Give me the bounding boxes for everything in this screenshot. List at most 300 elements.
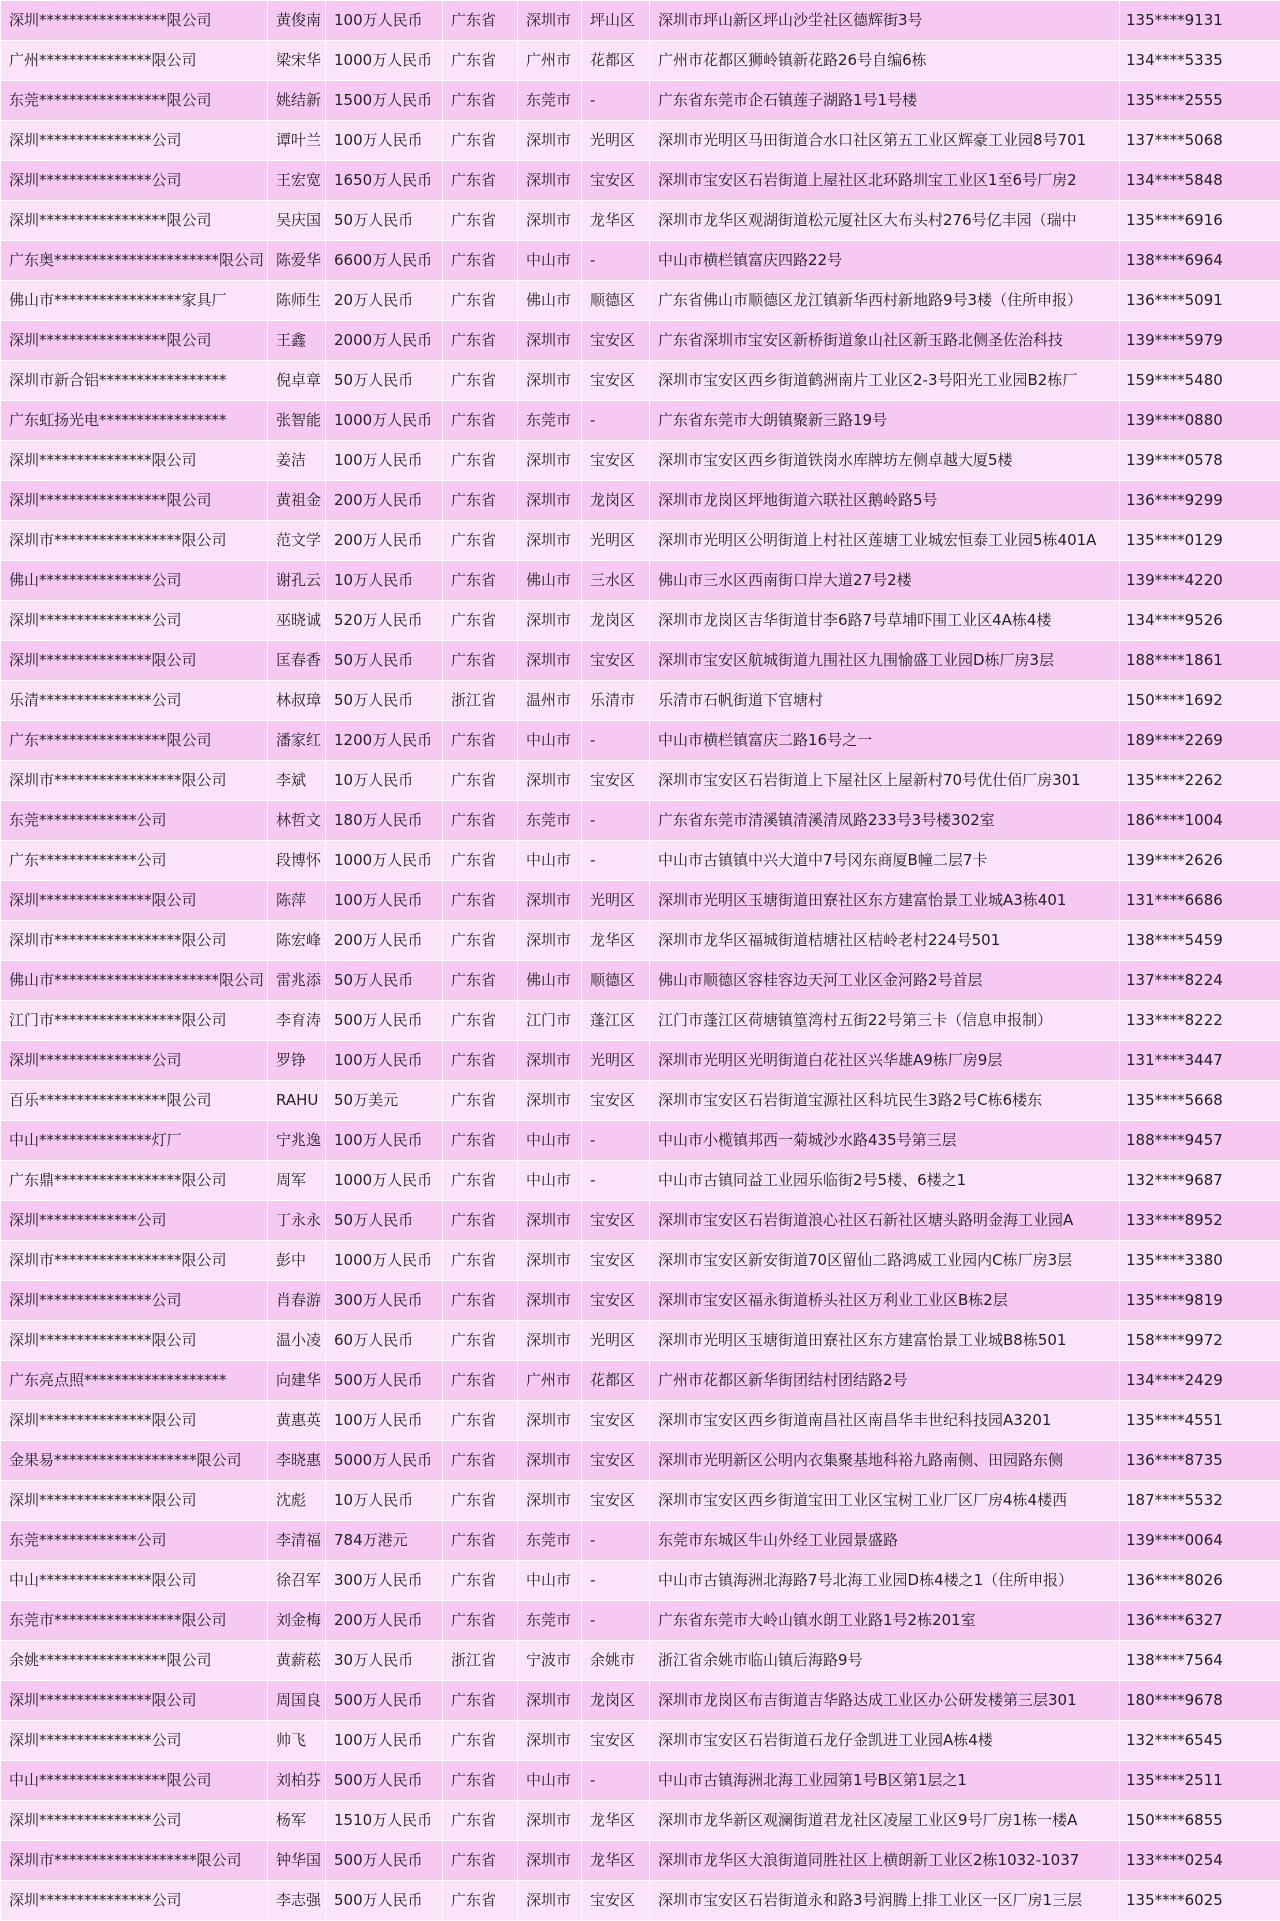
district-cell: 宝安区 xyxy=(582,321,650,361)
capital-cell: 100万人民币 xyxy=(326,1121,443,1161)
address-cell: 中山市古镇镇中兴大道中7号冈东商厦B幢二层7卡 xyxy=(650,841,1120,881)
province-cell: 广东省 xyxy=(443,1,518,41)
district-cell: - xyxy=(582,801,650,841)
phone-cell: 139****0578 xyxy=(1120,441,1280,481)
address-cell: 深圳市宝安区石岩街道上下屋社区上屋新村70号优仕佰厂房301 xyxy=(650,761,1120,801)
table-row xyxy=(1,401,1280,441)
province-cell: 广东省 xyxy=(443,1241,518,1281)
city-cell: 深圳市 xyxy=(518,1041,582,1081)
table-row xyxy=(1,681,1280,721)
province-cell: 广东省 xyxy=(443,201,518,241)
capital-cell: 300万人民币 xyxy=(326,1561,443,1601)
city-cell: 深圳市 xyxy=(518,1201,582,1241)
company-name-cell: 深圳*************公司 xyxy=(1,1201,268,1241)
legal-rep-cell: 梁宋华 xyxy=(268,41,326,81)
company-name-cell: 江门市*****************限公司 xyxy=(1,1001,268,1041)
address-cell: 深圳市龙华区观湖街道松元厦社区大布头村276号亿丰园（瑞中 xyxy=(650,201,1120,241)
city-cell: 深圳市 xyxy=(518,1241,582,1281)
capital-cell: 50万美元 xyxy=(326,1081,443,1121)
city-cell: 东莞市 xyxy=(518,81,582,121)
phone-cell: 150****1692 xyxy=(1120,681,1280,721)
district-cell: 光明区 xyxy=(582,1321,650,1361)
legal-rep-cell: 宁兆逸 xyxy=(268,1121,326,1161)
capital-cell: 520万人民币 xyxy=(326,601,443,641)
address-cell: 深圳市龙华新区观澜街道君龙社区凌屋工业区9号厂房1栋一楼A xyxy=(650,1801,1120,1841)
company-name-cell: 深圳***************公司 xyxy=(1,1721,268,1761)
address-cell: 深圳市光明新区公明内衣集聚基地科裕九路南侧、田园路东侧 xyxy=(650,1441,1120,1481)
province-cell: 广东省 xyxy=(443,1521,518,1561)
capital-cell: 50万人民币 xyxy=(326,201,443,241)
company-name-cell: 深圳*****************限公司 xyxy=(1,481,268,521)
province-cell: 广东省 xyxy=(443,1081,518,1121)
legal-rep-cell: 帅飞 xyxy=(268,1721,326,1761)
district-cell: 宝安区 xyxy=(582,1481,650,1521)
district-cell: 宝安区 xyxy=(582,1441,650,1481)
city-cell: 东莞市 xyxy=(518,801,582,841)
province-cell: 广东省 xyxy=(443,281,518,321)
capital-cell: 100万人民币 xyxy=(326,1,443,41)
table-row xyxy=(1,721,1280,761)
address-cell: 广州市花都区新华街团结村团结路2号 xyxy=(650,1361,1120,1401)
table-row xyxy=(1,841,1280,881)
capital-cell: 500万人民币 xyxy=(326,1881,443,1921)
province-cell: 广东省 xyxy=(443,1681,518,1721)
district-cell: 三水区 xyxy=(582,561,650,601)
company-name-cell: 广州***************限公司 xyxy=(1,41,268,81)
capital-cell: 300万人民币 xyxy=(326,1281,443,1321)
province-cell: 广东省 xyxy=(443,481,518,521)
city-cell: 深圳市 xyxy=(518,881,582,921)
district-cell: 宝安区 xyxy=(582,1401,650,1441)
phone-cell: 180****9678 xyxy=(1120,1681,1280,1721)
table-row xyxy=(1,1121,1280,1161)
table-row xyxy=(1,601,1280,641)
legal-rep-cell: 谢孔云 xyxy=(268,561,326,601)
legal-rep-cell: 肖春游 xyxy=(268,1281,326,1321)
district-cell: 龙华区 xyxy=(582,1801,650,1841)
city-cell: 中山市 xyxy=(518,1121,582,1161)
district-cell: 宝安区 xyxy=(582,641,650,681)
district-cell: 宝安区 xyxy=(582,441,650,481)
legal-rep-cell: RAHU xyxy=(268,1081,326,1121)
table-row xyxy=(1,1041,1280,1081)
legal-rep-cell: 王鑫 xyxy=(268,321,326,361)
phone-cell: 135****3380 xyxy=(1120,1241,1280,1281)
address-cell: 深圳市龙岗区坪地街道六联社区鹅岭路5号 xyxy=(650,481,1120,521)
table-row xyxy=(1,641,1280,681)
phone-cell: 135****2262 xyxy=(1120,761,1280,801)
address-cell: 广州市花都区狮岭镇新花路26号自编6栋 xyxy=(650,41,1120,81)
legal-rep-cell: 李斌 xyxy=(268,761,326,801)
table-row xyxy=(1,321,1280,361)
address-cell: 深圳市光明区玉塘街道田寮社区东方建富怡景工业城A3栋401 xyxy=(650,881,1120,921)
table-row xyxy=(1,921,1280,961)
phone-cell: 137****5068 xyxy=(1120,121,1280,161)
table-row xyxy=(1,1601,1280,1641)
address-cell: 深圳市光明区公明街道上村社区莲塘工业城宏恒泰工业园5栋401A xyxy=(650,521,1120,561)
city-cell: 深圳市 xyxy=(518,441,582,481)
table-row xyxy=(1,1841,1280,1881)
address-cell: 深圳市龙华区福城街道桔塘社区桔岭老村224号501 xyxy=(650,921,1120,961)
company-name-cell: 东莞*************公司 xyxy=(1,801,268,841)
legal-rep-cell: 姚结新 xyxy=(268,81,326,121)
province-cell: 广东省 xyxy=(443,1801,518,1841)
district-cell: 光明区 xyxy=(582,1041,650,1081)
city-cell: 深圳市 xyxy=(518,1441,582,1481)
district-cell: - xyxy=(582,1521,650,1561)
city-cell: 东莞市 xyxy=(518,1601,582,1641)
district-cell: 龙华区 xyxy=(582,1841,650,1881)
table-row xyxy=(1,561,1280,601)
company-name-cell: 深圳市*****************限公司 xyxy=(1,921,268,961)
city-cell: 深圳市 xyxy=(518,1081,582,1121)
phone-cell: 187****5532 xyxy=(1120,1481,1280,1521)
capital-cell: 500万人民币 xyxy=(326,1841,443,1881)
city-cell: 中山市 xyxy=(518,241,582,281)
table-row xyxy=(1,121,1280,161)
company-name-cell: 深圳***************公司 xyxy=(1,161,268,201)
district-cell: - xyxy=(582,1121,650,1161)
legal-rep-cell: 刘柏芬 xyxy=(268,1761,326,1801)
province-cell: 广东省 xyxy=(443,1561,518,1601)
city-cell: 深圳市 xyxy=(518,321,582,361)
company-name-cell: 深圳***************公司 xyxy=(1,1881,268,1921)
capital-cell: 100万人民币 xyxy=(326,121,443,161)
city-cell: 深圳市 xyxy=(518,1481,582,1521)
company-name-cell: 深圳***************限公司 xyxy=(1,1681,268,1721)
city-cell: 深圳市 xyxy=(518,521,582,561)
address-cell: 深圳市宝安区石岩街道石龙仔金凯进工业园A栋4楼 xyxy=(650,1721,1120,1761)
province-cell: 浙江省 xyxy=(443,681,518,721)
capital-cell: 30万人民币 xyxy=(326,1641,443,1681)
district-cell: 龙华区 xyxy=(582,921,650,961)
city-cell: 佛山市 xyxy=(518,281,582,321)
phone-cell: 135****9819 xyxy=(1120,1281,1280,1321)
company-name-cell: 深圳***************公司 xyxy=(1,1281,268,1321)
capital-cell: 1500万人民币 xyxy=(326,81,443,121)
address-cell: 深圳市光明区玉塘街道田寮社区东方建富怡景工业城B8栋501 xyxy=(650,1321,1120,1361)
city-cell: 深圳市 xyxy=(518,1681,582,1721)
company-name-cell: 中山***************限公司 xyxy=(1,1561,268,1601)
address-cell: 佛山市三水区西南街口岸大道27号2楼 xyxy=(650,561,1120,601)
phone-cell: 189****2269 xyxy=(1120,721,1280,761)
legal-rep-cell: 刘金梅 xyxy=(268,1601,326,1641)
table-row xyxy=(1,761,1280,801)
district-cell: 宝安区 xyxy=(582,761,650,801)
company-name-cell: 东莞*************公司 xyxy=(1,1521,268,1561)
legal-rep-cell: 雷兆添 xyxy=(268,961,326,1001)
capital-cell: 500万人民币 xyxy=(326,1361,443,1401)
district-cell: 乐清市 xyxy=(582,681,650,721)
table-row xyxy=(1,161,1280,201)
address-cell: 中山市古镇海洲北海工业园第1号B区第1层之1 xyxy=(650,1761,1120,1801)
legal-rep-cell: 张智能 xyxy=(268,401,326,441)
table-row xyxy=(1,481,1280,521)
phone-cell: 150****6855 xyxy=(1120,1801,1280,1841)
address-cell: 深圳市宝安区西乡街道鹤洲南片工业区2-3号阳光工业园B2栋厂 xyxy=(650,361,1120,401)
district-cell: 宝安区 xyxy=(582,1081,650,1121)
capital-cell: 200万人民币 xyxy=(326,481,443,521)
phone-cell: 135****6916 xyxy=(1120,201,1280,241)
address-cell: 深圳市宝安区新安街道70区留仙二路鸿威工业园内C栋厂房3层 xyxy=(650,1241,1120,1281)
city-cell: 中山市 xyxy=(518,1161,582,1201)
phone-cell: 134****2429 xyxy=(1120,1361,1280,1401)
company-name-cell: 深圳***************限公司 xyxy=(1,641,268,681)
address-cell: 深圳市宝安区航城街道九围社区九围愉盛工业园D栋厂房3层 xyxy=(650,641,1120,681)
province-cell: 广东省 xyxy=(443,1721,518,1761)
city-cell: 深圳市 xyxy=(518,161,582,201)
table-body xyxy=(1,1,1280,1921)
province-cell: 广东省 xyxy=(443,921,518,961)
province-cell: 广东省 xyxy=(443,81,518,121)
district-cell: 顺德区 xyxy=(582,961,650,1001)
province-cell: 广东省 xyxy=(443,1601,518,1641)
district-cell: 宝安区 xyxy=(582,1281,650,1321)
legal-rep-cell: 段博怀 xyxy=(268,841,326,881)
table-row xyxy=(1,1521,1280,1561)
city-cell: 深圳市 xyxy=(518,921,582,961)
city-cell: 广州市 xyxy=(518,1361,582,1401)
capital-cell: 60万人民币 xyxy=(326,1321,443,1361)
phone-cell: 135****2555 xyxy=(1120,81,1280,121)
address-cell: 深圳市宝安区石岩街道永和路3号润腾上排工业区一区厂房1三层 xyxy=(650,1881,1120,1921)
table-row xyxy=(1,801,1280,841)
district-cell: 龙岗区 xyxy=(582,1681,650,1721)
table-row xyxy=(1,1201,1280,1241)
phone-cell: 133****8952 xyxy=(1120,1201,1280,1241)
phone-cell: 139****4220 xyxy=(1120,561,1280,601)
district-cell: 宝安区 xyxy=(582,1881,650,1921)
company-name-cell: 中山***************灯厂 xyxy=(1,1121,268,1161)
table-row xyxy=(1,1641,1280,1681)
phone-cell: 131****6686 xyxy=(1120,881,1280,921)
city-cell: 东莞市 xyxy=(518,401,582,441)
address-cell: 深圳市宝安区福永街道桥头社区万利业工业区B栋2层 xyxy=(650,1281,1120,1321)
table-row xyxy=(1,1681,1280,1721)
phone-cell: 139****0880 xyxy=(1120,401,1280,441)
province-cell: 广东省 xyxy=(443,321,518,361)
city-cell: 深圳市 xyxy=(518,1401,582,1441)
capital-cell: 1000万人民币 xyxy=(326,401,443,441)
province-cell: 广东省 xyxy=(443,961,518,1001)
company-name-cell: 广东奥**********************限公司 xyxy=(1,241,268,281)
phone-cell: 134****5335 xyxy=(1120,41,1280,81)
capital-cell: 180万人民币 xyxy=(326,801,443,841)
company-name-cell: 佛山市**********************限公司 xyxy=(1,961,268,1001)
province-cell: 广东省 xyxy=(443,1761,518,1801)
capital-cell: 10万人民币 xyxy=(326,761,443,801)
district-cell: 光明区 xyxy=(582,521,650,561)
phone-cell: 136****5091 xyxy=(1120,281,1280,321)
address-cell: 广东省东莞市大朗镇聚新三路19号 xyxy=(650,401,1120,441)
phone-cell: 135****0129 xyxy=(1120,521,1280,561)
legal-rep-cell: 黄祖金 xyxy=(268,481,326,521)
phone-cell: 139****2626 xyxy=(1120,841,1280,881)
address-cell: 中山市横栏镇富庆四路22号 xyxy=(650,241,1120,281)
province-cell: 广东省 xyxy=(443,1401,518,1441)
province-cell: 广东省 xyxy=(443,801,518,841)
company-name-cell: 深圳***************限公司 xyxy=(1,441,268,481)
legal-rep-cell: 林哲文 xyxy=(268,801,326,841)
district-cell: - xyxy=(582,1161,650,1201)
address-cell: 广东省佛山市顺德区龙江镇新华西村新地路9号3楼（住所申报） xyxy=(650,281,1120,321)
city-cell: 深圳市 xyxy=(518,481,582,521)
phone-cell: 138****5459 xyxy=(1120,921,1280,961)
legal-rep-cell: 杨军 xyxy=(268,1801,326,1841)
city-cell: 佛山市 xyxy=(518,961,582,1001)
city-cell: 深圳市 xyxy=(518,1721,582,1761)
company-name-cell: 深圳市*******************限公司 xyxy=(1,1841,268,1881)
capital-cell: 200万人民币 xyxy=(326,921,443,961)
address-cell: 深圳市宝安区石岩街道浪心社区石新社区塘头路明金海工业园A xyxy=(650,1201,1120,1241)
district-cell: 蓬江区 xyxy=(582,1001,650,1041)
city-cell: 深圳市 xyxy=(518,1,582,41)
city-cell: 深圳市 xyxy=(518,641,582,681)
phone-cell: 188****9457 xyxy=(1120,1121,1280,1161)
legal-rep-cell: 倪卓章 xyxy=(268,361,326,401)
province-cell: 广东省 xyxy=(443,761,518,801)
table-row xyxy=(1,1161,1280,1201)
city-cell: 温州市 xyxy=(518,681,582,721)
capital-cell: 6600万人民币 xyxy=(326,241,443,281)
table-row xyxy=(1,1441,1280,1481)
district-cell: 龙岗区 xyxy=(582,601,650,641)
company-name-cell: 深圳*****************限公司 xyxy=(1,1,268,41)
city-cell: 深圳市 xyxy=(518,1321,582,1361)
address-cell: 江门市蓬江区荷塘镇篁湾村五街22号第三卡（信息申报制） xyxy=(650,1001,1120,1041)
district-cell: 宝安区 xyxy=(582,161,650,201)
capital-cell: 500万人民币 xyxy=(326,1761,443,1801)
province-cell: 广东省 xyxy=(443,1881,518,1921)
province-cell: 广东省 xyxy=(443,1441,518,1481)
city-cell: 深圳市 xyxy=(518,1281,582,1321)
capital-cell: 1200万人民币 xyxy=(326,721,443,761)
province-cell: 浙江省 xyxy=(443,1641,518,1681)
capital-cell: 1000万人民币 xyxy=(326,841,443,881)
table-row xyxy=(1,1401,1280,1441)
table-row xyxy=(1,1801,1280,1841)
capital-cell: 100万人民币 xyxy=(326,441,443,481)
province-cell: 广东省 xyxy=(443,721,518,761)
province-cell: 广东省 xyxy=(443,881,518,921)
phone-cell: 131****3447 xyxy=(1120,1041,1280,1081)
district-cell: 光明区 xyxy=(582,121,650,161)
district-cell: - xyxy=(582,1561,650,1601)
table-row xyxy=(1,1081,1280,1121)
district-cell: 宝安区 xyxy=(582,1201,650,1241)
district-cell: 光明区 xyxy=(582,881,650,921)
phone-cell: 135****2511 xyxy=(1120,1761,1280,1801)
city-cell: 深圳市 xyxy=(518,761,582,801)
district-cell: - xyxy=(582,841,650,881)
address-cell: 浙江省余姚市临山镇后海路9号 xyxy=(650,1641,1120,1681)
province-cell: 广东省 xyxy=(443,561,518,601)
company-name-cell: 深圳市*****************限公司 xyxy=(1,521,268,561)
district-cell: 龙岗区 xyxy=(582,481,650,521)
legal-rep-cell: 周军 xyxy=(268,1161,326,1201)
company-name-cell: 深圳市*****************限公司 xyxy=(1,1241,268,1281)
capital-cell: 200万人民币 xyxy=(326,521,443,561)
phone-cell: 136****8026 xyxy=(1120,1561,1280,1601)
capital-cell: 100万人民币 xyxy=(326,881,443,921)
legal-rep-cell: 林叔璋 xyxy=(268,681,326,721)
city-cell: 东莞市 xyxy=(518,1521,582,1561)
phone-cell: 136****8735 xyxy=(1120,1441,1280,1481)
district-cell: 宝安区 xyxy=(582,1241,650,1281)
company-name-cell: 深圳***************公司 xyxy=(1,121,268,161)
district-cell: - xyxy=(582,1761,650,1801)
district-cell: - xyxy=(582,721,650,761)
city-cell: 江门市 xyxy=(518,1001,582,1041)
capital-cell: 10万人民币 xyxy=(326,561,443,601)
capital-cell: 100万人民币 xyxy=(326,1401,443,1441)
address-cell: 佛山市顺德区容桂容边天河工业区金河路2号首层 xyxy=(650,961,1120,1001)
capital-cell: 1650万人民币 xyxy=(326,161,443,201)
province-cell: 广东省 xyxy=(443,1161,518,1201)
province-cell: 广东省 xyxy=(443,1481,518,1521)
company-name-cell: 金果易*******************限公司 xyxy=(1,1441,268,1481)
city-cell: 深圳市 xyxy=(518,121,582,161)
legal-rep-cell: 黄薪菘 xyxy=(268,1641,326,1681)
district-cell: - xyxy=(582,241,650,281)
legal-rep-cell: 范文学 xyxy=(268,521,326,561)
phone-cell: 132****6545 xyxy=(1120,1721,1280,1761)
district-cell: 顺德区 xyxy=(582,281,650,321)
capital-cell: 50万人民币 xyxy=(326,681,443,721)
company-name-cell: 东莞*****************限公司 xyxy=(1,81,268,121)
company-name-cell: 深圳***************限公司 xyxy=(1,1401,268,1441)
legal-rep-cell: 周国良 xyxy=(268,1681,326,1721)
legal-rep-cell: 陈宏峰 xyxy=(268,921,326,961)
address-cell: 深圳市龙岗区布吉街道吉华路达成工业区办公研发楼第三层301 xyxy=(650,1681,1120,1721)
province-cell: 广东省 xyxy=(443,1361,518,1401)
capital-cell: 100万人民币 xyxy=(326,1721,443,1761)
capital-cell: 1510万人民币 xyxy=(326,1801,443,1841)
legal-rep-cell: 彭中 xyxy=(268,1241,326,1281)
district-cell: 花都区 xyxy=(582,1361,650,1401)
capital-cell: 200万人民币 xyxy=(326,1601,443,1641)
city-cell: 广州市 xyxy=(518,41,582,81)
city-cell: 深圳市 xyxy=(518,1801,582,1841)
table-row xyxy=(1,1,1280,41)
legal-rep-cell: 温小凌 xyxy=(268,1321,326,1361)
company-name-cell: 深圳*****************限公司 xyxy=(1,321,268,361)
address-cell: 广东省深圳市宝安区新桥街道象山社区新玉路北侧圣佐治科技 xyxy=(650,321,1120,361)
capital-cell: 50万人民币 xyxy=(326,361,443,401)
capital-cell: 784万港元 xyxy=(326,1521,443,1561)
address-cell: 广东省东莞市企石镇莲子湖路1号1号楼 xyxy=(650,81,1120,121)
table-row xyxy=(1,81,1280,121)
table-row xyxy=(1,1881,1280,1921)
province-cell: 广东省 xyxy=(443,1201,518,1241)
capital-cell: 500万人民币 xyxy=(326,1001,443,1041)
legal-rep-cell: 黄俊南 xyxy=(268,1,326,41)
phone-cell: 139****5979 xyxy=(1120,321,1280,361)
address-cell: 深圳市光明区马田街道合水口社区第五工业区辉豪工业园8号701 xyxy=(650,121,1120,161)
company-name-cell: 乐清***************公司 xyxy=(1,681,268,721)
city-cell: 中山市 xyxy=(518,841,582,881)
address-cell: 深圳市龙岗区吉华街道甘李6路7号草埔吓围工业区4A栋4楼 xyxy=(650,601,1120,641)
district-cell: 余姚市 xyxy=(582,1641,650,1681)
table-row xyxy=(1,1281,1280,1321)
city-cell: 中山市 xyxy=(518,721,582,761)
address-cell: 深圳市宝安区石岩街道宝源社区科坑民生3路2号C栋6楼东 xyxy=(650,1081,1120,1121)
company-name-cell: 广东亮点照******************* xyxy=(1,1361,268,1401)
legal-rep-cell: 姜洁 xyxy=(268,441,326,481)
legal-rep-cell: 李育涛 xyxy=(268,1001,326,1041)
phone-cell: 133****0254 xyxy=(1120,1841,1280,1881)
table-row xyxy=(1,1761,1280,1801)
